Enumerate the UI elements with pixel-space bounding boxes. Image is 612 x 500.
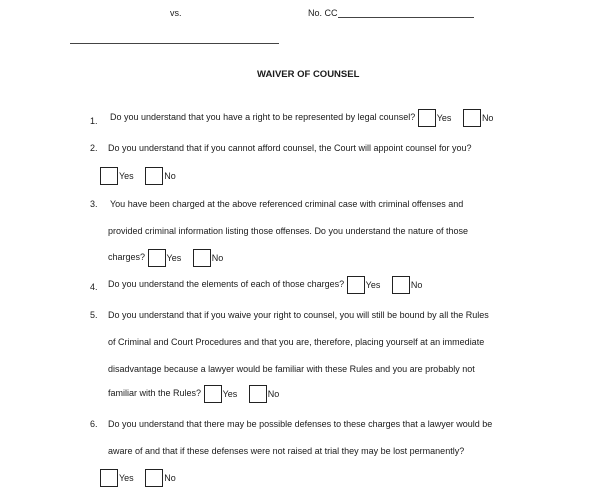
question-1-number: 1. — [90, 116, 98, 126]
question-2-yes-label: Yes — [119, 170, 134, 181]
question-2-text: Do you understand that if you cannot afford counsel, the Court will appoint counsel for you? — [108, 143, 472, 153]
question-3-yes-label: Yes — [166, 252, 182, 263]
question-1-yes-label: Yes — [436, 112, 452, 123]
question-6-yes-checkbox[interactable] — [100, 469, 118, 487]
question-1 — [110, 108, 502, 127]
question-5-yes-checkbox[interactable] — [204, 385, 222, 403]
question-5-no-checkbox[interactable] — [249, 385, 267, 403]
question-3-number: 3. — [90, 199, 98, 209]
question-5-no-label: No — [267, 388, 280, 399]
question-1-text: Do you understand that you have a right to be represented by legal counsel? — [110, 112, 416, 122]
question-3-no-checkbox[interactable] — [193, 249, 211, 267]
question-1-no-label: No — [481, 112, 494, 123]
question-5-yes-label: Yes — [222, 388, 238, 399]
question-3-options — [108, 248, 232, 267]
question-3-yes-checkbox[interactable] — [148, 249, 166, 267]
question-5-line-2: of Criminal and Court Procedures and that you are, therefore, placing yourself at an immediate — [108, 337, 485, 347]
question-4-text: Do you understand the elements of each of those charges? — [108, 279, 345, 289]
question-5-number: 5. — [90, 310, 98, 320]
question-2-yes-checkbox[interactable] — [100, 167, 118, 185]
question-4-yes-checkbox[interactable] — [347, 276, 365, 294]
question-3-no-label: No — [211, 252, 224, 263]
question-6-line-1: Do you understand that there may be possible defenses to these charges that a lawyer would be — [108, 419, 493, 429]
question-1-no-checkbox[interactable] — [463, 109, 481, 127]
question-3-line-1: You have been charged at the above referenced criminal case with criminal offenses and — [110, 199, 464, 209]
question-6-options — [100, 468, 185, 487]
question-2-no-checkbox[interactable] — [145, 167, 163, 185]
question-3-line-3: charges? — [108, 252, 146, 262]
question-4-number: 4. — [90, 282, 98, 292]
question-5-line-1: Do you understand that if you waive your right to counsel, you will still be bound by all the Rules — [108, 310, 489, 320]
question-2-number: 2. — [90, 143, 98, 153]
question-6-yes-label: Yes — [119, 472, 134, 483]
question-6-no-checkbox[interactable] — [145, 469, 163, 487]
question-5-options — [108, 384, 288, 403]
question-4 — [108, 275, 431, 294]
question-4-no-label: No — [410, 279, 423, 290]
question-4-no-checkbox[interactable] — [392, 276, 410, 294]
question-6-line-2: aware of and that if these defenses were not raised at trial they may be lost permanently? — [108, 446, 465, 456]
question-6-number: 6. — [90, 419, 98, 429]
question-4-yes-label: Yes — [365, 279, 381, 290]
question-3-line-2: provided criminal information listing those offenses. Do you understand the nature of those — [108, 226, 469, 236]
question-6-no-label: No — [164, 472, 176, 483]
question-5-line-4: familiar with the Rules? — [108, 388, 202, 398]
case-number-field[interactable] — [338, 17, 474, 18]
document-title: WAIVER OF COUNSEL — [257, 69, 360, 80]
question-1-yes-checkbox[interactable] — [418, 109, 436, 127]
vs-label: vs. — [170, 8, 182, 18]
case-number-label: No. CC — [308, 8, 338, 18]
question-2-options — [100, 166, 185, 185]
defendant-name-field[interactable] — [70, 43, 279, 44]
question-2-no-label: No — [164, 170, 176, 181]
question-5-line-3: disadvantage because a lawyer would be familiar with these Rules and you are probably not — [108, 364, 475, 374]
